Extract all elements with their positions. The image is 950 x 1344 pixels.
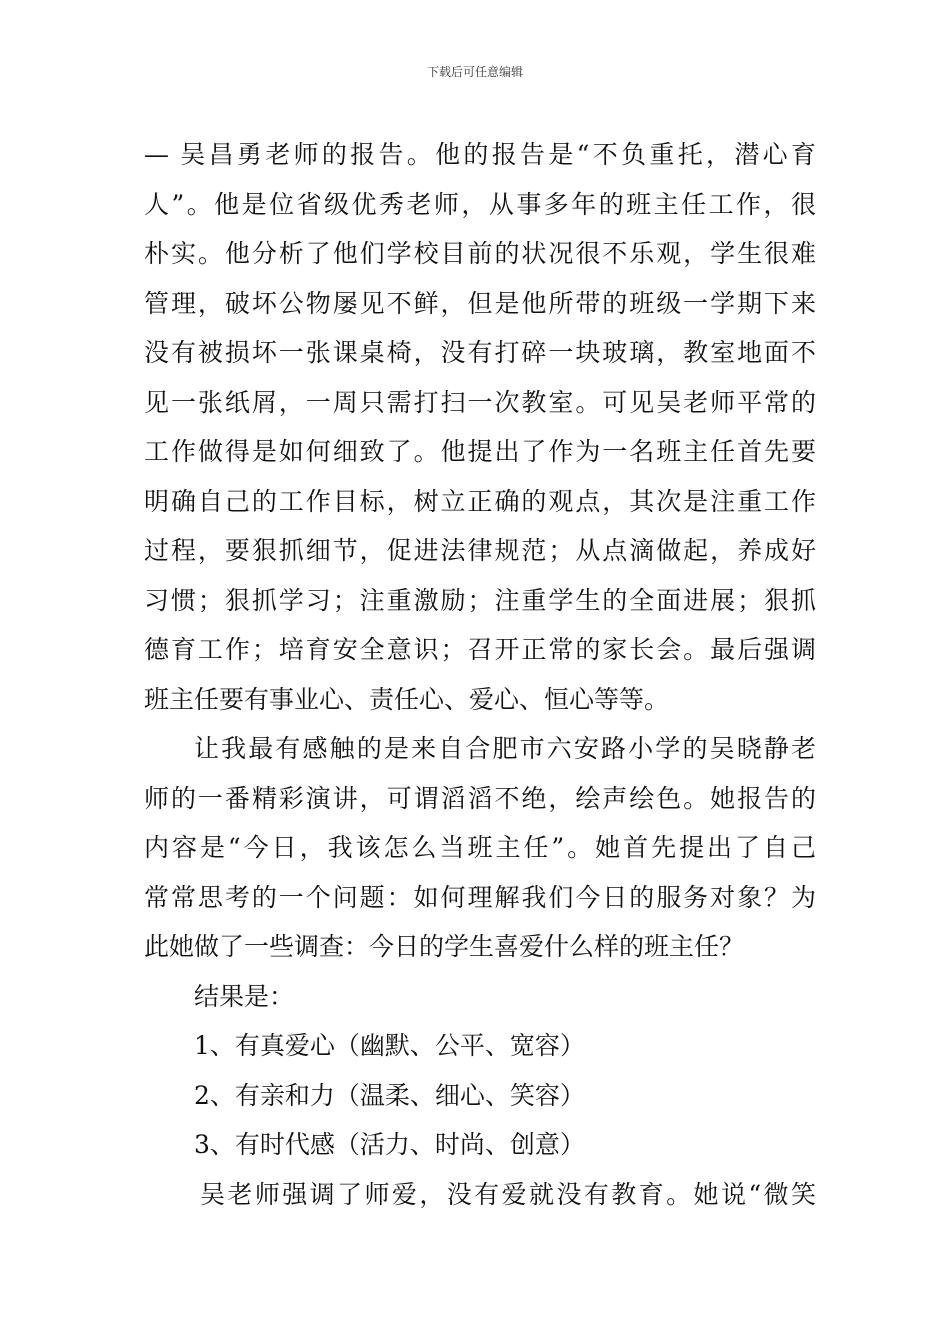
page-header-note: 下载后可任意编辑 — [426, 65, 523, 79]
text-line: 朴实。他分析了他们学校目前的状况很不乐观，学生很难 — [144, 239, 816, 268]
text-line: 习惯；狠抓学习；注重激励；注重学生的全面进展；狠抓 — [144, 585, 816, 615]
text-line: 明确自己的工作目标，树立正确的观点，其次是注重工作 — [144, 486, 816, 516]
text-line: 德育工作；培育安全意识；召开正常的家长会。最后强调 — [144, 635, 816, 664]
text-line: 管理，破坏公物屡见不鲜，但是他所带的班级一学期下来 — [144, 288, 816, 318]
list-item: 3、有时代感（活力、时尚、创意） — [194, 1130, 585, 1159]
text-line: 见一张纸屑，一周只需打扫一次教室。可见吴老师平常的 — [144, 387, 816, 417]
text-line: 让我最有感触的是来自合肥市六安路小学的吴晓静老 — [194, 734, 816, 763]
text-line: 常常思考的一个问题：如何理解我们今日的服务对象？为 — [144, 882, 816, 912]
text-line: 内容是“今日，我该怎么当班主任”。她首先提出了自己 — [144, 833, 816, 862]
text-line: 过程，要狠抓细节，促进法律规范；从点滴做起，养成好 — [144, 536, 816, 565]
list-item: 1、有真爱心（幽默、公平、宽容） — [194, 1031, 585, 1060]
text-line: 师的一番精彩演讲，可谓滔滔不绝，绘声绘色。她报告的 — [144, 783, 816, 813]
text-line: 结果是： — [194, 981, 295, 1011]
text-line: 吴老师强调了师爱，没有爱就没有教育。她说“微笑 — [200, 1179, 816, 1209]
text-line: 人”。他是位省级优秀老师，从事多年的班主任工作，很 — [144, 189, 816, 219]
text-line: 班主任要有事业心、责任心、爱心、恒心等等。 — [144, 684, 670, 714]
text-line: — 吴昌勇老师的报告。他的报告是“不负重托，潜心育 — [144, 140, 816, 169]
text-line: 没有被损坏一张课桌椅，没有打碎一块玻璃，教室地面不 — [144, 338, 816, 367]
document-body — [144, 130, 816, 1219]
list-item: 2、有亲和力（温柔、细心、笑容） — [194, 1080, 585, 1110]
text-line: 工作做得是如何细致了。他提出了作为一名班主任首先要 — [144, 437, 816, 466]
text-line: 此她做了一些调查：今日的学生喜爱什么样的班主任？ — [144, 932, 745, 961]
